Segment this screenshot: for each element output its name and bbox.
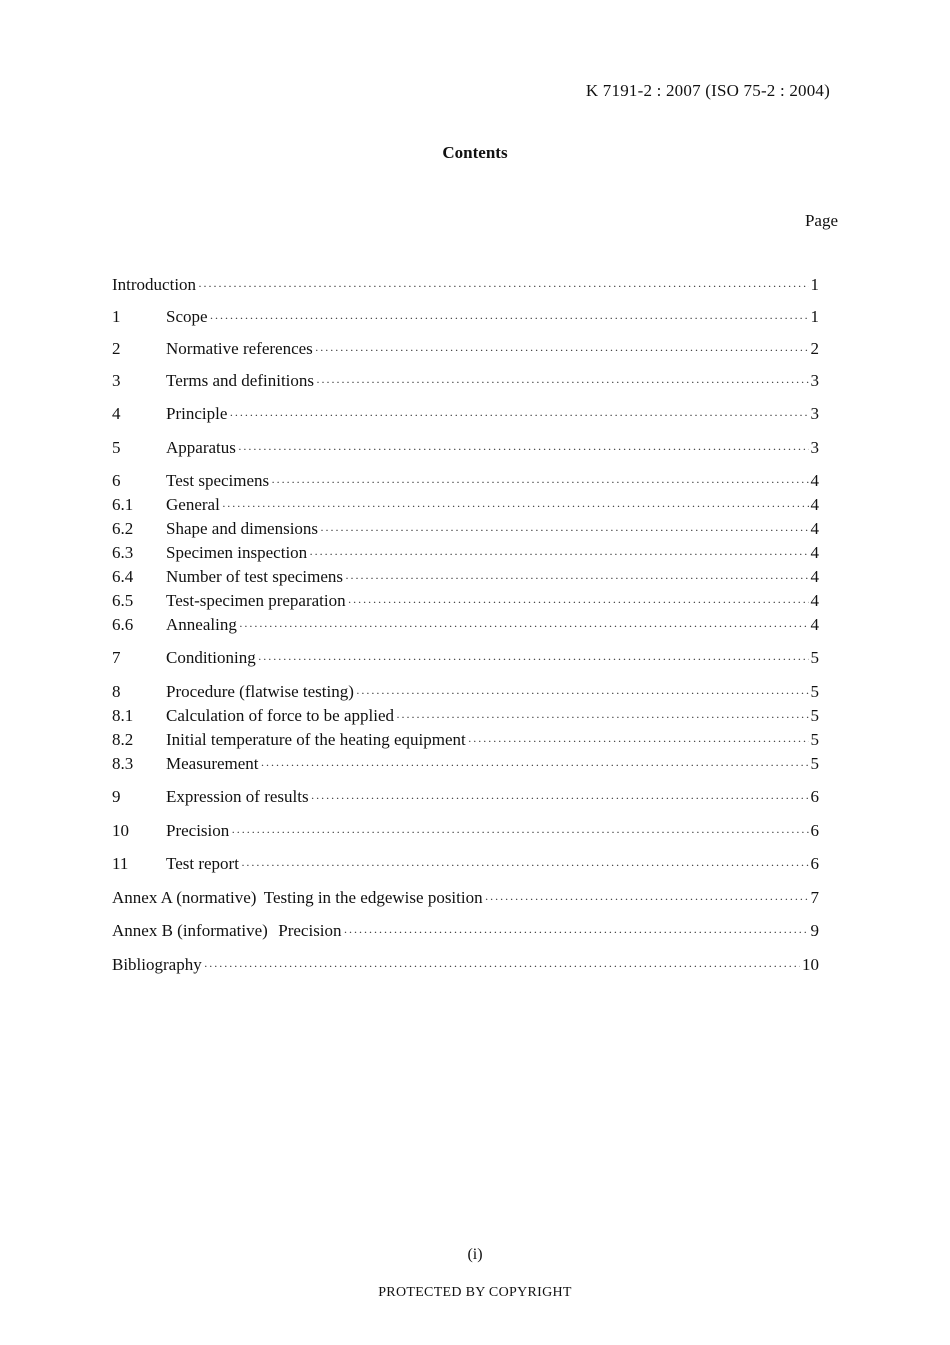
toc-entry-page: 4: [810, 471, 819, 490]
footer-page-number: (i): [467, 1246, 483, 1263]
toc-dot-leader: [231, 825, 808, 840]
toc-entry-title: General: [166, 495, 220, 514]
toc-dot-leader: [210, 311, 809, 326]
toc-entry-page: 4: [810, 591, 819, 610]
toc-entry-number: 6: [112, 471, 121, 490]
toc-entry-title: Bibliography: [112, 955, 202, 974]
toc-entry[interactable]: [112, 307, 819, 329]
toc-entry-number: 9: [112, 787, 121, 806]
toc-entry-page: 4: [810, 615, 819, 634]
toc-entry[interactable]: [112, 371, 819, 393]
toc-entry[interactable]: [112, 591, 819, 613]
toc-entry-title: Annealing: [166, 615, 237, 634]
toc-dot-leader: [309, 547, 808, 562]
toc-entry-page: 5: [810, 730, 819, 749]
toc-entry-number: 8: [112, 682, 121, 701]
toc-entry-number: 2: [112, 339, 121, 358]
toc-entry-page: 6: [810, 821, 819, 840]
toc-entry[interactable]: [112, 615, 819, 637]
toc-entry[interactable]: [112, 888, 819, 910]
toc-entry-number: 6.6: [112, 615, 134, 634]
toc-dot-leader: [239, 619, 809, 634]
toc-dot-leader: [261, 758, 809, 773]
toc-dot-leader: [241, 858, 809, 873]
toc-entry-title: Procedure (flatwise testing): [166, 682, 354, 701]
contents-title: Contents: [442, 143, 508, 162]
toc-entry-title: Precision: [166, 821, 230, 840]
toc-entry-page: 3: [810, 371, 819, 390]
toc-dot-leader: [348, 595, 809, 610]
toc-entry-page: 6: [810, 854, 819, 873]
standard-identifier: K 7191-2 : 2007 (ISO 75-2 : 2004): [585, 81, 830, 100]
toc-entry-number: 10: [112, 821, 129, 840]
toc-dot-leader: [316, 375, 808, 390]
toc-entry-number: 6.5: [112, 591, 134, 610]
toc-dot-leader: [258, 652, 809, 667]
toc-entry-title: Test-specimen preparation: [166, 591, 346, 610]
toc-entry-page: 3: [810, 404, 819, 423]
toc-entry[interactable]: [112, 519, 819, 541]
toc-entry-number: 7: [112, 648, 121, 667]
toc-entry[interactable]: [112, 648, 819, 670]
toc-dot-leader: [345, 571, 808, 586]
toc-entry-page: 6: [810, 787, 819, 806]
toc-entry-title: Initial temperature of the heating equipment: [166, 730, 466, 749]
toc-entry[interactable]: [112, 404, 819, 426]
toc-entry[interactable]: [112, 730, 819, 752]
toc-entry-number: 6.4: [112, 567, 134, 586]
toc-entry-number: 1: [112, 307, 121, 326]
toc-entry-number: 3: [112, 371, 121, 390]
toc-entry[interactable]: [112, 754, 819, 776]
toc-entry-number: 8.3: [112, 754, 134, 773]
toc-entry-page: 4: [810, 543, 819, 562]
toc-entry[interactable]: [112, 543, 819, 565]
page-column-label: Page: [804, 211, 838, 230]
toc-entry-page: 7: [810, 888, 819, 907]
toc-dot-leader: [356, 686, 809, 701]
toc-entry[interactable]: [112, 921, 819, 943]
toc-entry-number: 5: [112, 438, 121, 457]
toc-entry-number: 8.2: [112, 730, 134, 749]
toc-entry[interactable]: [112, 495, 819, 517]
toc-entry-page: 4: [810, 567, 819, 586]
toc-entry-page: 4: [810, 519, 819, 538]
toc-entry-title: Terms and definitions: [166, 371, 315, 390]
toc-entry[interactable]: [112, 275, 819, 297]
toc-entry-title: Introduction: [112, 275, 197, 294]
toc-entry[interactable]: [112, 821, 819, 843]
toc-entry-title: Calculation of force to be applied: [166, 706, 394, 725]
toc-entry-number: 8.1: [112, 706, 134, 725]
toc-entry-title: Principle: [166, 404, 228, 423]
toc-dot-leader: [229, 408, 808, 423]
toc-entry[interactable]: [112, 706, 819, 728]
toc-entry-title: Test report: [166, 854, 239, 873]
toc-entry[interactable]: [112, 955, 819, 977]
toc-entry[interactable]: [112, 567, 819, 589]
toc-entry-subtitle: Precision: [278, 921, 342, 940]
toc-entry-title: Normative references: [166, 339, 313, 358]
toc-entry-page: 2: [810, 339, 819, 358]
toc-entry-title: Shape and dimensions: [166, 519, 319, 538]
toc-dot-leader: [222, 499, 809, 514]
toc-dot-leader: [468, 734, 809, 749]
toc-entry-page: 5: [810, 754, 819, 773]
toc-entry-title: Test specimens: [166, 471, 270, 490]
toc-entry-page: 1: [810, 307, 819, 326]
toc-entry-subtitle: Testing in the edgewise position: [263, 888, 483, 907]
toc-entry-title: Specimen inspection: [166, 543, 308, 562]
toc-entry-title: Number of test specimens: [166, 567, 344, 586]
toc-entry-number: 4: [112, 404, 121, 423]
toc-entry-page: 10: [802, 955, 819, 974]
toc-entry-title: Annex B (informative): [112, 921, 268, 940]
toc-entry-number: 6.1: [112, 495, 134, 514]
copyright-notice: PROTECTED BY COPYRIGHT: [378, 1285, 572, 1300]
toc-entry-page: 1: [810, 275, 819, 294]
toc-entry-page: 3: [810, 438, 819, 457]
toc-entry-page: 4: [810, 495, 819, 514]
toc-entry-title: Annex A (normative): [112, 888, 257, 907]
toc-dot-leader: [238, 442, 809, 457]
toc-entry-title: Expression of results: [166, 787, 309, 806]
toc-entry-page: 5: [810, 648, 819, 667]
toc-dot-leader: [315, 343, 809, 358]
toc-entry-number: 6.3: [112, 543, 134, 562]
toc-entry[interactable]: [112, 682, 819, 704]
toc-dot-leader: [396, 710, 809, 725]
toc-entry-title: Conditioning: [166, 648, 256, 667]
toc-entry-page: 5: [810, 706, 819, 725]
toc-entry[interactable]: [112, 438, 819, 460]
toc-entry-number: 11: [112, 854, 129, 873]
toc-dot-leader: [320, 523, 808, 538]
toc-entry-title: Apparatus: [166, 438, 236, 457]
toc-dot-leader: [311, 791, 809, 806]
toc-dot-leader: [271, 475, 808, 490]
toc-dot-leader: [198, 279, 808, 294]
toc-dot-leader: [485, 892, 809, 907]
toc-entry[interactable]: [112, 854, 819, 876]
toc-dot-leader: [344, 925, 809, 940]
toc-entry-page: 5: [810, 682, 819, 701]
toc-entry-title: Measurement: [166, 754, 259, 773]
toc-entry-title: Scope: [166, 307, 208, 326]
toc-dot-leader: [204, 959, 800, 974]
toc-entry[interactable]: [112, 339, 819, 361]
toc-entry-page: 9: [810, 921, 819, 940]
toc-entry-number: 6.2: [112, 519, 134, 538]
toc-entry[interactable]: [112, 471, 819, 493]
toc-entry[interactable]: [112, 787, 819, 809]
